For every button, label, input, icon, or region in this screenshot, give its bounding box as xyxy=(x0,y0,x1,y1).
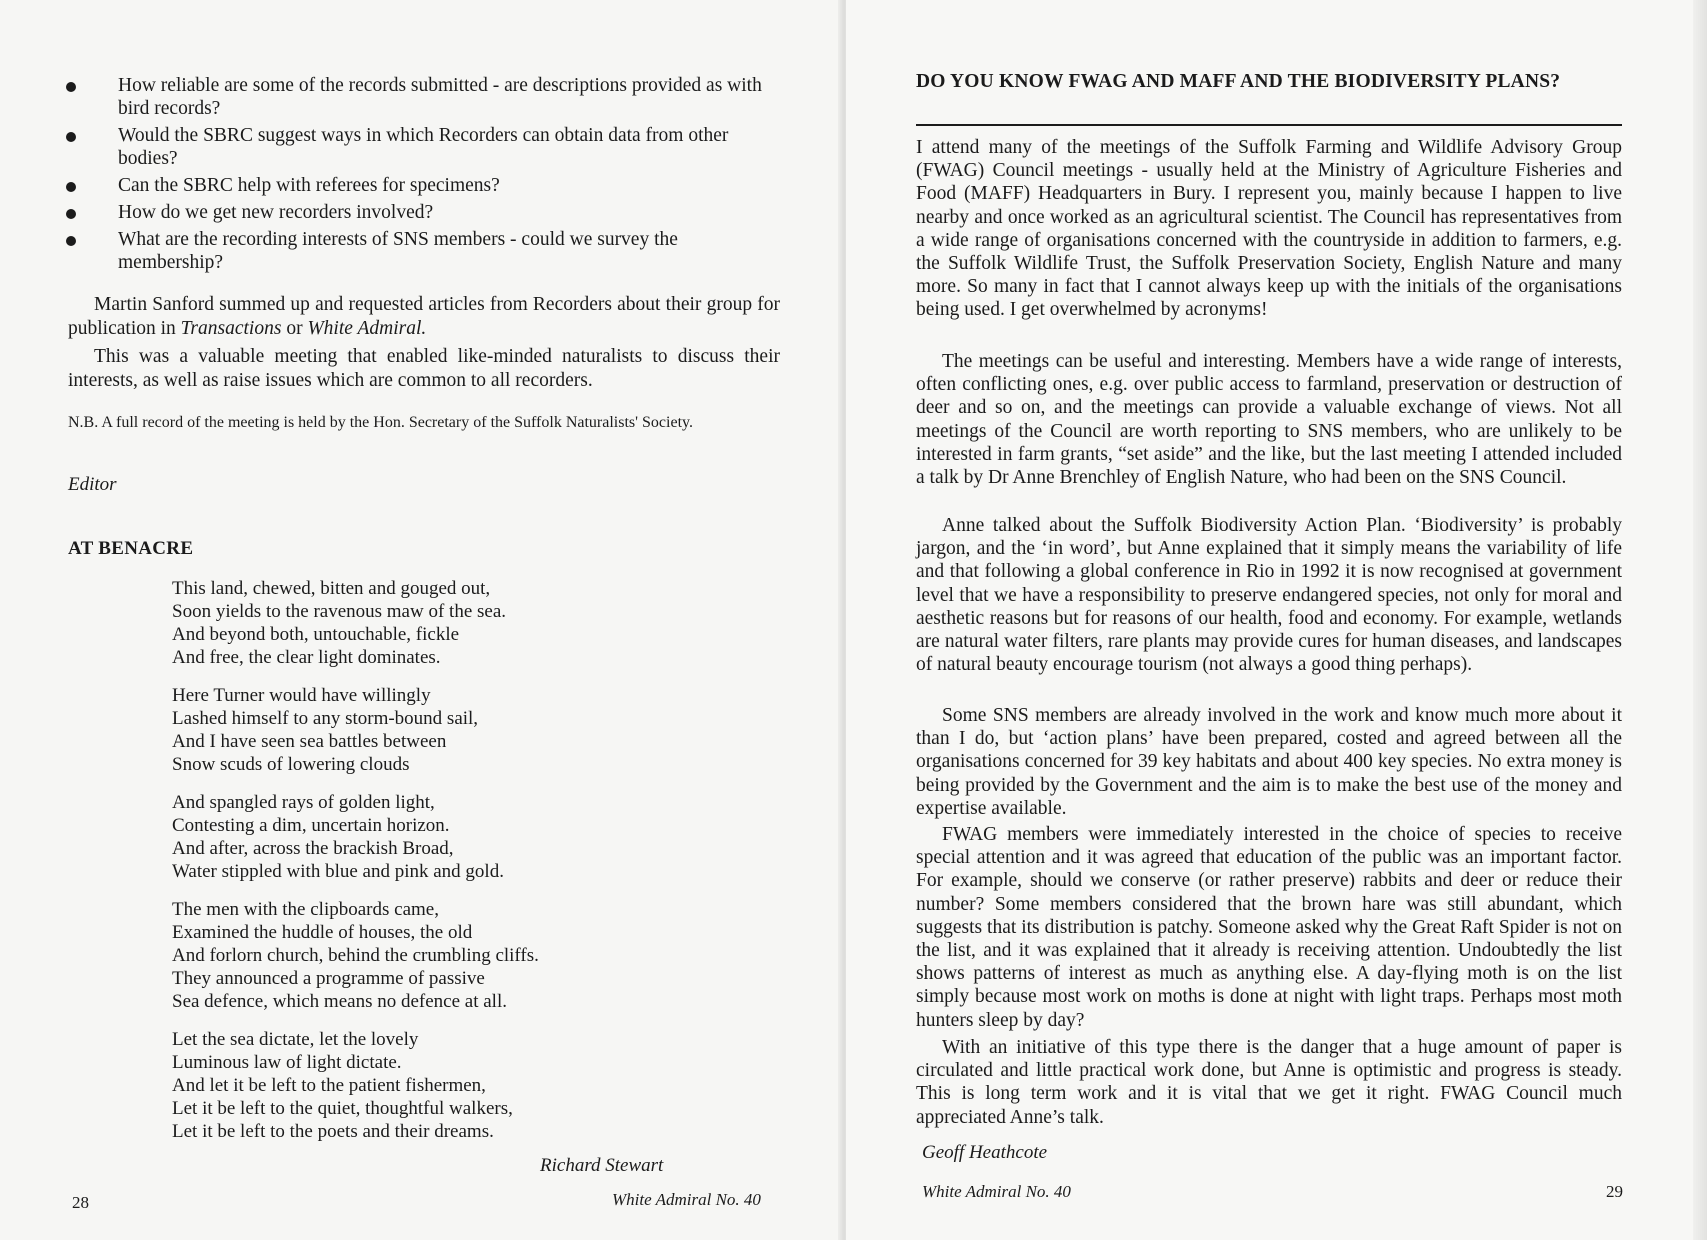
poem-line: This land, chewed, bitten and gouged out, xyxy=(172,578,491,599)
publication-title: White Admiral. xyxy=(307,317,427,339)
poem-line: Water stippled with blue and pink and gold. xyxy=(172,861,504,882)
list-item-text: Can the SBRC help with referees for specimens? xyxy=(118,175,500,196)
article-paragraph: I attend many of the meetings of the Suffolk Farming and Wildlife Advisory Group (FWAG) Council meetings - usually held at the Ministry of Agriculture Fisheries and Food (MAFF) Headquarters in Bury. I represent you, mainly because I happen to live nearby and once worked as an agricultural scientist. The Council has representatives from a wide range of organisations concerned with the countryside in addition to farmers, e.g. the Suffolk Wildlife Trust, the Suffolk Preservation Society, English Nature and many more. So many in fact that I cannot always keep up with the initials of the organisations being used. I get overwhelmed by acronyms! xyxy=(916,137,1622,321)
running-footer-right: White Admiral No. 40 xyxy=(922,1182,1071,1201)
list-item-text: How reliable are some of the records submitted - are descriptions provided as with bird records? xyxy=(118,75,762,119)
bullet-icon xyxy=(66,82,76,92)
poem-line: Let it be left to the quiet, thoughtful walkers, xyxy=(172,1098,513,1119)
running-footer-left: White Admiral No. 40 xyxy=(612,1190,761,1209)
poem-line: The men with the clipboards came, xyxy=(172,899,439,920)
poem-line: Let it be left to the poets and their dreams. xyxy=(172,1121,494,1142)
poem-line: Here Turner would have willingly xyxy=(172,685,431,706)
poem-line: And let it be left to the patient fishermen, xyxy=(172,1075,486,1096)
poem-line: Let the sea dictate, let the lovely xyxy=(172,1029,419,1050)
bullet-icon xyxy=(66,209,76,219)
poem-stanza xyxy=(172,791,732,883)
closing-paragraph xyxy=(68,345,780,392)
poem-stanza xyxy=(172,577,732,669)
poem-line: Examined the huddle of houses, the old xyxy=(172,922,473,943)
article-heading: DO YOU KNOW FWAG AND MAFF AND THE BIODIVERSITY PLANS? xyxy=(916,71,1561,92)
page-number-left: 28 xyxy=(72,1193,89,1212)
summary-text: Martin Sanford summed up and requested articles from Recorders about their group for publication in xyxy=(68,294,780,339)
poem-line: Lashed himself to any storm-bound sail, xyxy=(172,708,479,729)
question-list xyxy=(66,74,778,278)
editor-credit: Editor xyxy=(68,474,117,495)
poem-line: Contesting a dim, uncertain horizon. xyxy=(172,815,450,836)
list-item-text: What are the recording interests of SNS members - could we survey the membership? xyxy=(118,229,678,273)
poet-credit: Richard Stewart xyxy=(540,1155,664,1176)
bullet-icon xyxy=(66,236,76,246)
article-paragraph: FWAG members were immediately interested in the choice of species to receive special attention and it was agreed that education of the public was an important factor. For example, should we conserve (or rather preserve) rabbits and deer or reduce their number? Some members considered that the brown hare was still abundant, which suggests that its distribution is patchy. Someone asked why the Great Raft Spider is not on the list, and it was explained that it already is receiving attention. Undoubtedly the list shows patterns of interest as much as anything else. A day-flying moth is on the list simply because most work on moths is done at night with light traps. Perhaps most moth hunters sleep by day? xyxy=(916,824,1622,1031)
publication-title: Transactions xyxy=(180,317,282,339)
poem xyxy=(172,577,732,1158)
poem-line: And I have seen sea battles between xyxy=(172,731,447,752)
poem-line: They announced a programme of passive xyxy=(172,968,485,989)
list-item-text: Would the SBRC suggest ways in which Recorders can obtain data from other bodies? xyxy=(118,125,729,169)
article-paragraph: Some SNS members are already involved in the work and know much more about it than I do, but ‘action plans’ have been prepared, costed and agreed between all the organisations concerned for 39 key habitats and about 400 key species. No extra money is being provided by the Government and the aim is to make the best use of the money and expertise available. xyxy=(916,705,1622,819)
author-signature: Geoff Heathcote xyxy=(922,1142,1048,1163)
list-item xyxy=(66,74,778,120)
closing-text: This was a valuable meeting that enabled like-minded naturalists to discuss their interests, as well as raise issues which are common to all recorders. xyxy=(68,346,780,391)
poem-title: AT BENACRE xyxy=(68,538,194,559)
bullet-icon xyxy=(66,182,76,192)
poem-line: And free, the clear light dominates. xyxy=(172,647,441,668)
heading-rule xyxy=(916,124,1622,126)
list-item xyxy=(66,124,778,170)
list-item xyxy=(66,228,778,274)
poem-line: Snow scuds of lowering clouds xyxy=(172,754,410,775)
poem-line: Luminous law of light dictate. xyxy=(172,1052,402,1073)
summary-connector: or xyxy=(281,317,308,339)
bullet-icon xyxy=(66,132,76,142)
poem-line: And after, across the brackish Broad, xyxy=(172,838,454,859)
poem-stanza xyxy=(172,1028,732,1143)
article-paragraph: Anne talked about the Suffolk Biodiversity Action Plan. ‘Biodiversity’ is probably jargon, and the ‘in word’, but Anne explained that it simply means the variability of life and that following a global conference in Rio in 1992 it is now recognised at government level that we have a responsibility to preserve endangered species, not only for moral and aesthetic reasons but for reasons of our health, food and economy. For example, wetlands are natural water filters, rare plants may provide cures for human diseases, and landscapes of natural beauty encourage tourism (not always a good thing perhaps). xyxy=(916,515,1622,676)
list-item xyxy=(66,201,778,224)
page-edge xyxy=(1693,0,1707,1240)
page-number-right: 29 xyxy=(1606,1182,1623,1201)
poem-line: And spangled rays of golden light, xyxy=(172,792,435,813)
poem-line: Sea defence, which means no defence at all. xyxy=(172,991,507,1012)
poem-stanza xyxy=(172,684,732,776)
poem-stanza xyxy=(172,898,732,1013)
article-paragraph: With an initiative of this type there is the danger that a huge amount of paper is circulated and little practical work done, but Anne is optimistic and progress is steady. This is long term work and it is vital that we get it right. FWAG Council much appreciated Anne’s talk. xyxy=(916,1037,1622,1128)
nb-note: N.B. A full record of the meeting is held by the Hon. Secretary of the Suffolk Naturalists' Society. xyxy=(68,414,693,431)
poem-line: And beyond both, untouchable, fickle xyxy=(172,624,460,645)
article-paragraph: The meetings can be useful and interesting. Members have a wide range of interests, often conflicting ones, e.g. over public access to farmland, preservation or destruction of deer and so on, and the meetings can provide a valuable exchange of views. Not all meetings of the Council are worth reporting to SNS members, who are unlikely to be interested in farm grants, “set aside” and the like, but the last meeting I attended included a talk by Dr Anne Brenchley of English Nature, who had been on the SNS Council. xyxy=(916,351,1622,489)
poem-line: Soon yields to the ravenous maw of the sea. xyxy=(172,601,507,622)
poem-line: And forlorn church, behind the crumbling cliffs. xyxy=(172,945,539,966)
list-item xyxy=(66,174,778,197)
summary-paragraph xyxy=(68,293,780,340)
list-item-text: How do we get new recorders involved? xyxy=(118,202,434,223)
